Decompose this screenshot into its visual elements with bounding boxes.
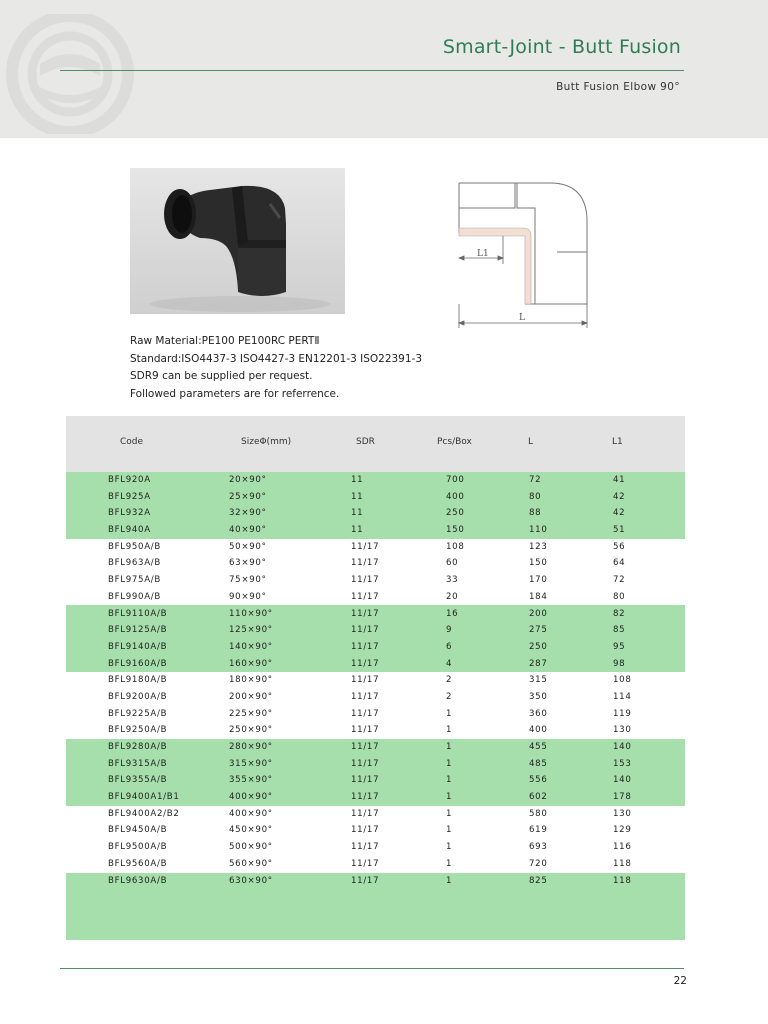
cell-l1: 85 <box>613 625 626 636</box>
cell-pcs-box: 1 <box>446 742 453 752</box>
table-row <box>66 722 685 739</box>
cell-l1: 42 <box>613 508 626 519</box>
table-row <box>66 572 685 589</box>
cell-l: 602 <box>529 792 548 803</box>
cell-sdr: 11/17 <box>351 742 380 752</box>
cell-l: 720 <box>529 858 548 869</box>
cell-code: BFL9450A/B <box>108 825 168 836</box>
cell-pcs-box: 1 <box>446 825 453 836</box>
cell-code: BFL975A/B <box>108 575 161 586</box>
cell-size: 630×90° <box>229 875 273 886</box>
cell-pcs-box: 1 <box>446 792 453 803</box>
table-row <box>66 756 685 773</box>
cell-sdr: 11/17 <box>351 825 380 836</box>
cell-sdr: 11/17 <box>351 558 380 569</box>
cell-code: BFL9200A/B <box>108 691 168 702</box>
cell-l1: 153 <box>613 758 632 769</box>
cell-l1: 64 <box>613 558 626 569</box>
standard-line: Standard:ISO4437-3 ISO4427-3 EN12201-3 ISO22391-3 <box>130 352 423 365</box>
reference-note-line: Followed parameters are for referrence. <box>130 387 340 400</box>
footer-divider <box>60 968 684 969</box>
cell-l: 287 <box>529 658 548 669</box>
cell-sdr: 11/17 <box>351 591 380 602</box>
cell-l1: 82 <box>613 608 626 619</box>
cell-size: 160×90° <box>229 658 273 669</box>
cell-code: BFL9280A/B <box>108 742 168 752</box>
cell-l1: 140 <box>613 775 632 786</box>
header-code: Code <box>120 437 144 447</box>
cell-pcs-box: 150 <box>446 525 465 536</box>
header-size: SizeΦ(mm) <box>241 437 292 447</box>
cell-size: 32×90° <box>229 508 267 519</box>
cell-sdr: 11/17 <box>351 775 380 786</box>
cell-sdr: 11 <box>351 508 364 519</box>
table-row <box>66 739 685 756</box>
cell-size: 500×90° <box>229 842 273 853</box>
cell-size: 280×90° <box>229 742 273 752</box>
cell-l1: 108 <box>613 675 632 686</box>
cell-pcs-box: 2 <box>446 675 453 686</box>
table-row <box>66 789 685 806</box>
cell-sdr: 11/17 <box>351 875 380 886</box>
cell-pcs-box: 16 <box>446 608 459 619</box>
cell-pcs-box: 9 <box>446 625 453 636</box>
cell-size: 40×90° <box>229 525 267 536</box>
cell-code: BFL9355A/B <box>108 775 168 786</box>
cell-size: 225×90° <box>229 708 273 719</box>
page-subtitle: Butt Fusion Elbow 90° <box>556 81 680 93</box>
cell-l: 184 <box>529 591 548 602</box>
header-l: L <box>528 437 534 447</box>
table-row <box>66 656 685 673</box>
cell-code: BFL9400A2/B2 <box>108 808 180 819</box>
cell-sdr: 11/17 <box>351 758 380 769</box>
cell-pcs-box: 700 <box>446 475 465 485</box>
table-header <box>66 416 685 472</box>
cell-sdr: 11/17 <box>351 575 380 586</box>
cell-sdr: 11/17 <box>351 641 380 652</box>
cell-size: 50×90° <box>229 541 267 552</box>
cell-l: 123 <box>529 541 548 552</box>
cell-pcs-box: 1 <box>446 808 453 819</box>
cell-code: BFL990A/B <box>108 591 161 602</box>
cell-pcs-box: 1 <box>446 858 453 869</box>
cell-pcs-box: 250 <box>446 508 465 519</box>
cell-sdr: 11/17 <box>351 541 380 552</box>
cell-l: 150 <box>529 558 548 569</box>
table-row <box>66 489 685 506</box>
dimension-label-l1: L1 <box>477 249 489 259</box>
cell-sdr: 11/17 <box>351 708 380 719</box>
cell-l1: 51 <box>613 525 626 536</box>
cell-l: 72 <box>529 475 542 485</box>
sdr-note-line: SDR9 can be supplied per request. <box>130 370 313 382</box>
cell-sdr: 11 <box>351 475 364 485</box>
cell-l: 350 <box>529 691 548 702</box>
header-sdr: SDR <box>356 437 375 447</box>
cell-size: 180×90° <box>229 675 273 686</box>
cell-size: 250×90° <box>229 725 273 736</box>
cell-size: 355×90° <box>229 775 273 786</box>
cell-l1: 129 <box>613 825 632 836</box>
cell-pcs-box: 33 <box>446 575 459 586</box>
page-number: 22 <box>673 975 687 987</box>
cell-l: 619 <box>529 825 548 836</box>
cell-code: BFL9180A/B <box>108 675 168 686</box>
cell-code: BFL9250A/B <box>108 725 168 736</box>
cell-sdr: 11/17 <box>351 608 380 619</box>
dimension-label-l: L <box>519 313 525 323</box>
cell-code: BFL9225A/B <box>108 708 168 719</box>
elbow-product-photo <box>130 168 345 314</box>
cell-size: 315×90° <box>229 758 273 769</box>
cell-code: BFL9630A/B <box>108 875 168 886</box>
table-row <box>66 839 685 856</box>
cell-l1: 178 <box>613 792 632 803</box>
raw-material-line: Raw Material:PE100 PE100RC PERTⅡ <box>130 335 320 347</box>
cell-l: 556 <box>529 775 548 786</box>
cell-sdr: 11/17 <box>351 808 380 819</box>
cell-l1: 130 <box>613 725 632 736</box>
cell-code: BFL9560A/B <box>108 858 168 869</box>
cell-pcs-box: 20 <box>446 591 459 602</box>
cell-l: 825 <box>529 875 548 886</box>
cell-l: 580 <box>529 808 548 819</box>
cell-code: BFL9140A/B <box>108 641 168 652</box>
cell-code: BFL9500A/B <box>108 842 168 853</box>
cell-pcs-box: 1 <box>446 708 453 719</box>
cell-code: BFL940A <box>108 525 151 536</box>
cell-sdr: 11 <box>351 525 364 536</box>
cell-size: 450×90° <box>229 825 273 836</box>
cell-code: BFL950A/B <box>108 541 161 552</box>
cell-size: 20×90° <box>229 475 267 485</box>
cell-l1: 114 <box>613 691 632 702</box>
cell-l: 80 <box>529 491 542 502</box>
cell-l1: 116 <box>613 842 632 853</box>
table-row <box>66 689 685 706</box>
cell-l1: 95 <box>613 641 626 652</box>
cell-size: 200×90° <box>229 691 273 702</box>
table-body <box>66 472 685 889</box>
table-row <box>66 772 685 789</box>
cell-sdr: 11/17 <box>351 725 380 736</box>
cell-pcs-box: 1 <box>446 725 453 736</box>
table-row <box>66 472 685 489</box>
cell-l1: 118 <box>613 875 632 886</box>
header-pcs-box: Pcs/Box <box>437 437 472 447</box>
cell-code: BFL9125A/B <box>108 625 168 636</box>
cell-size: 25×90° <box>229 491 267 502</box>
table-row <box>66 706 685 723</box>
cell-pcs-box: 1 <box>446 758 453 769</box>
table-row <box>66 539 685 556</box>
cell-size: 400×90° <box>229 792 273 803</box>
cell-l1: 140 <box>613 742 632 752</box>
page-title: Smart-Joint - Butt Fusion <box>442 36 681 58</box>
parameter-table <box>66 416 685 940</box>
cell-pcs-box: 2 <box>446 691 453 702</box>
table-row <box>66 873 685 890</box>
table-row <box>66 606 685 623</box>
cell-l: 250 <box>529 641 548 652</box>
table-row <box>66 555 685 572</box>
cell-pcs-box: 1 <box>446 875 453 886</box>
product-notes <box>130 333 422 403</box>
cell-l: 360 <box>529 708 548 719</box>
cell-l1: 119 <box>613 708 632 719</box>
cell-size: 400×90° <box>229 808 273 819</box>
cell-code: BFL932A <box>108 508 151 519</box>
cell-l: 485 <box>529 758 548 769</box>
cell-l: 200 <box>529 608 548 619</box>
cell-l1: 118 <box>613 858 632 869</box>
cell-l1: 72 <box>613 575 626 586</box>
cell-l: 110 <box>529 525 548 536</box>
cell-sdr: 11/17 <box>351 858 380 869</box>
table-row <box>66 589 685 606</box>
table-row <box>66 806 685 823</box>
cell-l: 693 <box>529 842 548 853</box>
header-l1: L1 <box>612 437 623 447</box>
cell-l1: 98 <box>613 658 626 669</box>
cell-sdr: 11/17 <box>351 675 380 686</box>
table-row <box>66 856 685 873</box>
page-header <box>0 0 768 138</box>
cell-code: BFL920A <box>108 475 151 485</box>
elbow-technical-drawing <box>455 178 600 330</box>
cell-pcs-box: 4 <box>446 658 453 669</box>
cell-pcs-box: 1 <box>446 775 453 786</box>
cell-l1: 80 <box>613 591 626 602</box>
cell-size: 90×90° <box>229 591 267 602</box>
cell-l: 315 <box>529 675 548 686</box>
table-row <box>66 639 685 656</box>
cell-code: BFL925A <box>108 491 151 502</box>
cell-code: BFL9315A/B <box>108 758 168 769</box>
table-row <box>66 505 685 522</box>
cell-code: BFL9160A/B <box>108 658 168 669</box>
cell-sdr: 11/17 <box>351 658 380 669</box>
cell-sdr: 11 <box>351 491 364 502</box>
table-row <box>66 822 685 839</box>
cell-pcs-box: 6 <box>446 641 453 652</box>
cell-size: 110×90° <box>229 608 273 619</box>
cell-code: BFL9110A/B <box>108 608 168 619</box>
cell-sdr: 11/17 <box>351 842 380 853</box>
cell-pcs-box: 108 <box>446 541 465 552</box>
cell-pcs-box: 400 <box>446 491 465 502</box>
cell-code: BFL963A/B <box>108 558 161 569</box>
cell-size: 63×90° <box>229 558 267 569</box>
cell-size: 140×90° <box>229 641 273 652</box>
cell-sdr: 11/17 <box>351 691 380 702</box>
table-row <box>66 522 685 539</box>
cell-sdr: 11/17 <box>351 792 380 803</box>
cell-pcs-box: 60 <box>446 558 459 569</box>
cell-size: 125×90° <box>229 625 273 636</box>
cell-l: 455 <box>529 742 548 752</box>
table-row <box>66 622 685 639</box>
company-logo-icon <box>0 14 140 134</box>
cell-l: 275 <box>529 625 548 636</box>
cell-l: 88 <box>529 508 542 519</box>
cell-l: 400 <box>529 725 548 736</box>
title-divider <box>60 70 684 71</box>
table-row <box>66 672 685 689</box>
cell-l1: 41 <box>613 475 626 485</box>
cell-l: 170 <box>529 575 548 586</box>
cell-l1: 130 <box>613 808 632 819</box>
cell-pcs-box: 1 <box>446 842 453 853</box>
cell-sdr: 11/17 <box>351 625 380 636</box>
cell-l1: 56 <box>613 541 626 552</box>
cell-size: 560×90° <box>229 858 273 869</box>
cell-l1: 42 <box>613 491 626 502</box>
cell-size: 75×90° <box>229 575 267 586</box>
cell-code: BFL9400A1/B1 <box>108 792 180 803</box>
